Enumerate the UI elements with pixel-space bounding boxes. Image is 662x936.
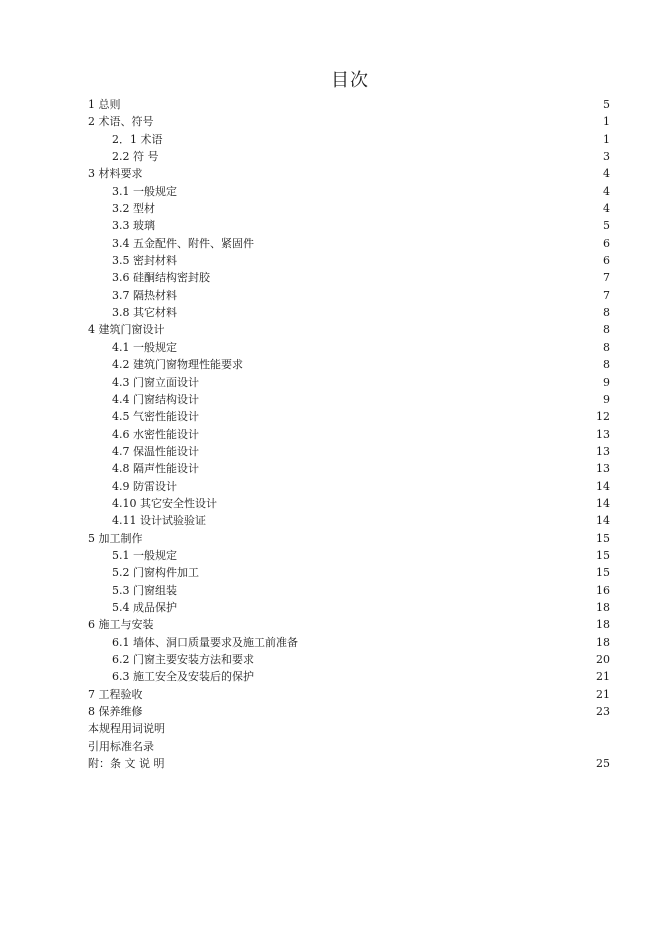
toc-entry-page-number: 18 — [596, 635, 610, 649]
toc-entry-label: 3.3 玻璃 — [112, 219, 155, 233]
toc-entry-page-number: 5 — [603, 219, 610, 233]
toc-entry[interactable] — [88, 443, 610, 460]
toc-entry-label: 4.4 门窗结构设计 — [112, 392, 199, 406]
toc-entry-label: 2.2 符 号 — [112, 150, 159, 164]
toc-entry[interactable] — [88, 374, 610, 391]
toc-entry[interactable] — [88, 391, 610, 408]
toc-entry-label: 6.3 施工安全及安装后的保护 — [112, 670, 254, 684]
toc-entry-page-number: 6 — [603, 254, 610, 268]
toc-entry[interactable] — [88, 148, 610, 165]
toc-entry[interactable] — [88, 304, 610, 321]
toc-entry[interactable] — [88, 478, 610, 495]
toc-entry-label: 3.1 一般规定 — [112, 184, 177, 198]
toc-entry[interactable] — [88, 113, 610, 130]
toc-entry[interactable] — [88, 131, 610, 148]
toc-entry-label: 7 工程验收 — [88, 687, 143, 701]
toc-entry-label: 4 建筑门窗设计 — [88, 323, 165, 337]
toc-entry-page-number: 15 — [596, 548, 610, 562]
toc-entry-label: 3.4 五金配件、附件、紧固件 — [112, 236, 254, 250]
toc-entry-page-number: 8 — [603, 323, 610, 337]
toc-entry-page-number: 12 — [596, 410, 610, 424]
toc-entry-page-number: 23 — [596, 705, 610, 719]
toc-entry-page-number: 4 — [603, 167, 610, 181]
toc-entry-page-number: 7 — [603, 288, 610, 302]
toc-entry-label: 4.2 建筑门窗物理性能要求 — [112, 358, 243, 372]
toc-entry[interactable] — [88, 200, 610, 217]
toc-entry-page-number: 21 — [596, 670, 610, 684]
toc-entry-label: 5 加工制作 — [88, 531, 143, 545]
toc-entry-page-number: 6 — [603, 236, 610, 250]
toc-entry-label: 3.7 隔热材料 — [112, 288, 177, 302]
toc-entry-label: 4.10 其它安全性设计 — [112, 496, 217, 510]
toc-entry-page-number: 14 — [596, 514, 610, 528]
toc-entry-page-number: 21 — [596, 687, 610, 701]
toc-entry-label: 6.1 墙体、洞口质量要求及施工前准备 — [112, 635, 298, 649]
toc-entry-page-number: 18 — [596, 600, 610, 614]
toc-entry-label: 2．1 术语 — [112, 132, 163, 146]
toc-entry-label: 8 保养维修 — [88, 705, 143, 719]
toc-entry-label: 6.2 门窗主要安装方法和要求 — [112, 653, 254, 666]
toc-entry-page-number: 25 — [596, 757, 610, 771]
toc-entry-page-number: 13 — [596, 427, 610, 441]
toc-entry-label: 2 术语、符号 — [88, 115, 154, 129]
toc-entry-label: 本规程用词说明 — [88, 722, 165, 736]
toc-entry-page-number: 8 — [603, 358, 610, 372]
toc-entry-label: 5.1 一般规定 — [112, 548, 177, 562]
toc-entry[interactable] — [88, 408, 610, 425]
toc-entry-page-number: 14 — [596, 479, 610, 493]
toc-entry[interactable] — [88, 634, 610, 651]
toc-entry-page-number: 9 — [603, 392, 610, 406]
toc-entry[interactable] — [88, 738, 610, 755]
toc-entry-label: 5.3 门窗组装 — [112, 583, 177, 597]
toc-entry[interactable] — [88, 339, 610, 356]
toc-entry-label: 1 总则 — [88, 98, 121, 111]
toc-entry[interactable] — [88, 599, 610, 616]
toc-entry[interactable] — [88, 582, 610, 599]
toc-entry[interactable] — [88, 495, 610, 512]
toc-entry-label: 3.8 其它材料 — [112, 306, 177, 320]
toc-entry-label: 6 施工与安装 — [88, 618, 154, 632]
toc-entry-page-number: 13 — [596, 462, 610, 476]
toc-entry-label: 3.6 硅酮结构密封胶 — [112, 271, 210, 285]
toc-entry-label: 4.6 水密性能设计 — [112, 427, 199, 441]
toc-entry[interactable] — [88, 720, 610, 737]
toc-entry-page-number: 4 — [603, 202, 610, 216]
toc-entry[interactable] — [88, 564, 610, 581]
toc-entry[interactable] — [88, 755, 610, 772]
toc-entry-page-number: 3 — [603, 150, 610, 164]
toc-entry[interactable] — [88, 426, 610, 443]
toc-entry-page-number: 13 — [596, 444, 610, 458]
toc-entry-page-number: 14 — [596, 496, 610, 510]
toc-entry-label: 4.1 一般规定 — [112, 340, 177, 354]
toc-entry[interactable] — [88, 547, 610, 564]
toc-entry-page-number: 15 — [596, 566, 610, 580]
toc-entry[interactable] — [88, 235, 610, 252]
toc-entry-label: 5.2 门窗构件加工 — [112, 566, 199, 580]
toc-entry[interactable] — [88, 460, 610, 477]
toc-entry-page-number: 4 — [603, 184, 610, 198]
toc-entry[interactable] — [88, 686, 610, 703]
toc-entry-label: 4.9 防雷设计 — [112, 479, 177, 493]
toc-entry-label: 引用标准名录 — [88, 739, 154, 753]
toc-entry-label: 4.11 设计试验验证 — [112, 514, 206, 528]
toc-entry-page-number: 8 — [603, 340, 610, 354]
toc-entry-page-number: 18 — [596, 618, 610, 632]
toc-entry[interactable] — [88, 183, 610, 200]
toc-entry-label: 5.4 成品保护 — [112, 600, 177, 614]
toc-entry[interactable] — [88, 703, 610, 720]
toc-entry-page-number: 16 — [596, 583, 610, 597]
toc-entry[interactable] — [88, 252, 610, 269]
toc-entry[interactable] — [88, 651, 610, 668]
toc-entry[interactable] — [88, 530, 610, 547]
toc-entry-label: 3.2 型材 — [112, 202, 155, 216]
toc-entry-page-number: 1 — [603, 132, 610, 146]
toc-entry-page-number: 5 — [603, 98, 610, 111]
toc-entry-page-number: 1 — [603, 115, 610, 129]
toc-entry-label: 4.8 隔声性能设计 — [112, 462, 199, 476]
toc-entry-label: 附：条 文 说 明 — [88, 757, 165, 771]
toc-entry-page-number: 7 — [603, 271, 610, 285]
page-title: 目次 — [331, 70, 369, 91]
toc-entry-page-number: 15 — [596, 531, 610, 545]
toc-entry-page-number: 20 — [596, 653, 610, 666]
toc-entry-label: 4.3 门窗立面设计 — [112, 375, 199, 389]
toc-entry-page-number: 9 — [603, 375, 610, 389]
toc-entry[interactable] — [88, 616, 610, 633]
toc-entry-page-number: 8 — [603, 306, 610, 320]
toc-entry-label: 3.5 密封材料 — [112, 254, 177, 268]
toc-entry-label: 3 材料要求 — [88, 167, 143, 181]
toc-entry-label: 4.7 保温性能设计 — [112, 444, 199, 458]
toc-entry[interactable] — [88, 512, 610, 529]
toc-entry[interactable] — [88, 668, 610, 685]
toc-entry[interactable] — [88, 356, 610, 373]
toc-entry[interactable] — [88, 269, 610, 286]
toc-entry[interactable] — [88, 96, 610, 113]
toc-entry[interactable] — [88, 321, 610, 338]
table-of-contents — [88, 96, 610, 772]
toc-entry-label: 4.5 气密性能设计 — [112, 410, 199, 424]
toc-entry[interactable] — [88, 165, 610, 182]
toc-entry[interactable] — [88, 217, 610, 234]
toc-entry[interactable] — [88, 287, 610, 304]
